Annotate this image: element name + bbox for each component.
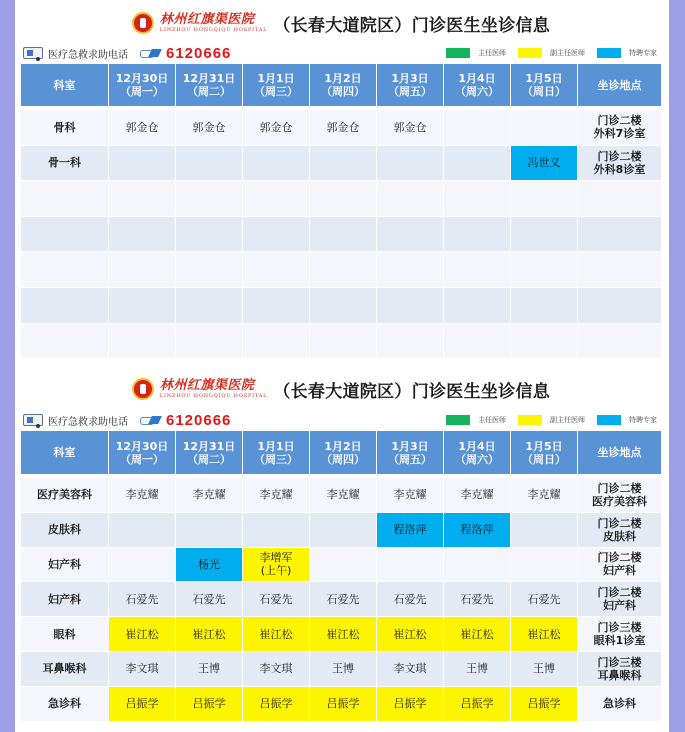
doctor-cell [444, 513, 511, 548]
schedule-table [21, 64, 661, 359]
doctor-name: 崔江松 [259, 627, 293, 641]
location-room: 眼科1诊室 [593, 634, 646, 648]
doctor-cell [377, 548, 444, 583]
col-header-date: 1月2日 [324, 72, 362, 85]
location-cell [578, 217, 661, 253]
legend-swatch [518, 48, 542, 58]
doctor-cell [444, 288, 511, 324]
doctor-name: 石爱先 [326, 592, 360, 606]
doctor-name: 吕振学 [326, 697, 360, 711]
doctor-cell [109, 288, 176, 324]
col-header-location: 坐诊地点 [578, 64, 661, 110]
dept-cell: 医疗美容科 [21, 478, 109, 513]
col-header-weekday: （周二） [187, 85, 231, 98]
doctor-cell [310, 652, 377, 687]
legend-swatch [597, 48, 621, 58]
table-row [21, 582, 661, 617]
doctor-cell [176, 217, 243, 253]
page-title: （长春大道院区）门诊医生坐诊信息 [273, 381, 551, 402]
emergency-label: 医疗急救求助电话 [48, 416, 128, 428]
doctor-cell [377, 582, 444, 617]
legend-item [597, 48, 657, 58]
location-floor: 急诊科 [603, 697, 636, 711]
doctor-cell [310, 687, 377, 722]
legend [440, 409, 657, 431]
col-header-date: 1月2日 [324, 439, 362, 453]
dept-cell: 妇产科 [21, 548, 109, 583]
doctor-cell [243, 548, 310, 583]
doctor-name: 王博 [198, 662, 220, 676]
doctor-name: 李文琪 [393, 662, 427, 676]
doctor-cell [444, 324, 511, 360]
doctor-cell [310, 478, 377, 513]
location-floor: 门诊二楼 [597, 516, 642, 530]
doctor-cell [243, 288, 310, 324]
doctor-name: 吕振学 [259, 697, 293, 711]
location-cell [578, 478, 661, 513]
dept-cell: 耳鼻喉科 [21, 652, 109, 687]
col-header-day [377, 431, 444, 478]
doctor-cell [109, 652, 176, 687]
doctor-cell [511, 324, 578, 360]
doctor-cell [511, 217, 578, 253]
doctor-cell [176, 548, 243, 583]
col-header-date: 1月1日 [257, 72, 295, 85]
doctor-cell [310, 181, 377, 217]
doctor-cell [243, 324, 310, 360]
doctor-cell [243, 513, 310, 548]
location-cell [578, 652, 661, 687]
col-header-date: 12月30日 [115, 439, 169, 453]
table-row [21, 252, 661, 288]
col-header-weekday: （周五） [388, 452, 432, 466]
legend-item [446, 415, 506, 425]
doctor-name: 郭金仓 [259, 120, 293, 134]
doctor-cell [243, 478, 310, 513]
location-cell [578, 252, 661, 288]
doctor-cell [511, 181, 578, 217]
doctor-name: 石爱先 [460, 592, 494, 606]
col-header-day [511, 64, 578, 110]
dept-cell: 皮肤科 [21, 513, 109, 548]
dept-cell: 骨科 [21, 110, 109, 146]
col-header-day [444, 64, 511, 110]
doctor-name: 崔江松 [460, 627, 494, 641]
schedule-panel [21, 369, 661, 732]
title-row [21, 0, 661, 42]
doctor-cell [377, 252, 444, 288]
doctor-cell [109, 478, 176, 513]
doctor-cell [444, 582, 511, 617]
legend-label: 副主任医师 [550, 416, 585, 424]
location-cell [578, 617, 661, 652]
col-header-weekday: （周五） [388, 85, 432, 98]
emergency-phone: 6120666 [166, 44, 232, 62]
doctor-name: 王博 [533, 662, 555, 676]
doctor-name: 李克耀 [192, 488, 226, 502]
doctor-cell [444, 181, 511, 217]
col-header-day [377, 64, 444, 110]
table-row [21, 652, 661, 687]
table-row [21, 110, 661, 146]
schedule-panel [21, 0, 661, 360]
doctor-name: 杨光 [198, 557, 220, 571]
dept-cell [21, 217, 109, 253]
doctor-cell [444, 252, 511, 288]
doctor-cell [176, 181, 243, 217]
dept-cell: 妇产科 [21, 582, 109, 617]
legend-item [518, 415, 585, 425]
doctor-cell [511, 146, 578, 182]
doctor-cell [176, 582, 243, 617]
location-room: 妇产科 [603, 564, 636, 578]
location-room: 妇产科 [603, 599, 636, 613]
col-header-weekday: （周六） [455, 85, 499, 98]
col-header-date: 12月31日 [182, 72, 236, 85]
doctor-name: 石爱先 [192, 592, 226, 606]
doctor-name: 石爱先 [527, 592, 561, 606]
doctor-name: 郭金仓 [326, 120, 360, 134]
doctor-cell [444, 110, 511, 146]
table-row [21, 548, 661, 583]
legend-label: 特聘专家 [629, 416, 657, 424]
header-row [21, 431, 661, 478]
col-header-date: 1月5日 [525, 72, 563, 85]
page-title: （长春大道院区）门诊医生坐诊信息 [273, 15, 551, 36]
col-header-weekday: （周二） [187, 452, 231, 466]
doctor-cell [377, 513, 444, 548]
doctor-name: 吕振学 [125, 697, 159, 711]
doctor-name: 王博 [332, 662, 354, 676]
doctor-name: 崔江松 [326, 627, 360, 641]
table-row [21, 181, 661, 217]
doctor-name: 吕振学 [460, 697, 494, 711]
doctor-cell [377, 288, 444, 324]
col-header-date: 12月31日 [182, 439, 236, 453]
location-cell [578, 110, 661, 146]
doctor-cell [511, 687, 578, 722]
col-header-date: 1月4日 [458, 439, 496, 453]
ambulance-icon [23, 47, 43, 59]
doctor-cell [243, 652, 310, 687]
doctor-name: (上午) [260, 564, 292, 578]
location-room: 外科7诊室 [593, 127, 646, 141]
doctor-cell [109, 548, 176, 583]
col-header-location: 坐诊地点 [578, 431, 661, 478]
doctor-cell [444, 217, 511, 253]
doctor-cell [109, 324, 176, 360]
doctor-name: 程洛萍 [393, 523, 427, 537]
doctor-cell [377, 324, 444, 360]
location-cell [578, 146, 661, 182]
emergency-phone: 6120666 [166, 411, 232, 429]
col-header-day [511, 431, 578, 478]
dept-cell: 眼科 [21, 617, 109, 652]
doctor-cell [310, 513, 377, 548]
col-header-date: 12月30日 [115, 72, 169, 85]
location-floor: 门诊二楼 [597, 114, 642, 128]
col-header-date: 1月3日 [391, 72, 429, 85]
doctor-cell [444, 478, 511, 513]
location-cell [578, 582, 661, 617]
doctor-cell [243, 617, 310, 652]
col-header-day [310, 64, 377, 110]
doctor-cell [109, 513, 176, 548]
doctor-name: 崔江松 [192, 627, 226, 641]
doctor-cell [511, 252, 578, 288]
col-header-date: 1月4日 [458, 72, 496, 85]
dept-cell [21, 324, 109, 360]
doctor-cell [243, 110, 310, 146]
doctor-cell [109, 110, 176, 146]
schedule-table [21, 431, 661, 722]
doctor-cell [377, 687, 444, 722]
doctor-cell [310, 252, 377, 288]
legend [440, 42, 657, 64]
hospital-name-en: LINZHOU HONGQIQU HOSPITAL [159, 393, 268, 399]
col-header-day [444, 431, 511, 478]
doctor-cell [444, 652, 511, 687]
col-header-date: 1月3日 [391, 439, 429, 453]
col-header-weekday: （周四） [321, 452, 365, 466]
doctor-cell [377, 478, 444, 513]
doctor-name: 崔江松 [125, 627, 159, 641]
table-row [21, 478, 661, 513]
col-header-dept: 科室 [21, 431, 109, 478]
emergency-label: 医疗急救求助电话 [48, 49, 128, 61]
col-header-weekday: （周三） [254, 85, 298, 98]
doctor-cell [310, 582, 377, 617]
doctor-cell [109, 217, 176, 253]
doctor-name: 程洛萍 [460, 523, 494, 537]
doctor-cell [377, 110, 444, 146]
doctor-cell [109, 687, 176, 722]
doctor-cell [176, 513, 243, 548]
doctor-cell [310, 146, 377, 182]
doctor-name: 吕振学 [192, 697, 226, 711]
doctor-cell [377, 181, 444, 217]
location-floor: 门诊二楼 [597, 586, 642, 600]
doctor-name: 吕振学 [527, 697, 561, 711]
doctor-cell [243, 252, 310, 288]
doctor-cell [109, 252, 176, 288]
table-row [21, 217, 661, 253]
col-header-day [176, 64, 243, 110]
doctor-cell [377, 652, 444, 687]
col-header-day [310, 431, 377, 478]
doctor-cell [243, 687, 310, 722]
col-header-weekday: （周四） [321, 85, 365, 98]
location-room: 医疗美容科 [592, 494, 647, 508]
doctor-cell [444, 617, 511, 652]
doctor-name: 李克耀 [460, 488, 494, 502]
location-room: 外科8诊室 [593, 162, 646, 176]
doctor-cell [310, 324, 377, 360]
col-header-day [176, 431, 243, 478]
legend-swatch [597, 415, 621, 425]
doctor-cell [377, 146, 444, 182]
doctor-cell [511, 617, 578, 652]
doctor-name: 石爱先 [393, 592, 427, 606]
col-header-day [109, 64, 176, 110]
doctor-name: 吕振学 [393, 697, 427, 711]
legend-label: 特聘专家 [629, 49, 657, 57]
doctor-cell [444, 146, 511, 182]
info-row [21, 42, 661, 64]
location-cell [578, 687, 661, 722]
doctor-cell [176, 324, 243, 360]
doctor-name: 李文琪 [125, 662, 159, 676]
doctor-cell [176, 478, 243, 513]
doctor-name: 崔江松 [393, 627, 427, 641]
doctor-cell [511, 478, 578, 513]
doctor-cell [176, 110, 243, 146]
col-header-day [243, 64, 310, 110]
legend-swatch [446, 415, 470, 425]
dept-cell [21, 252, 109, 288]
doctor-name: 李克耀 [259, 488, 293, 502]
col-header-date: 1月1日 [257, 439, 295, 453]
doctor-name: 冯世义 [527, 156, 561, 170]
table-row [21, 513, 661, 548]
hospital-wordmark [160, 379, 267, 399]
doctor-name: 石爱先 [125, 592, 159, 606]
doctor-cell [176, 288, 243, 324]
col-header-weekday: （周六） [455, 452, 499, 466]
doctor-cell [176, 146, 243, 182]
table-row [21, 324, 661, 360]
doctor-cell [109, 582, 176, 617]
doctor-cell [511, 548, 578, 583]
doctor-cell [310, 110, 377, 146]
col-header-day [243, 431, 310, 478]
doctor-cell [176, 252, 243, 288]
hospital-name-cn: 林州红旗渠医院 [159, 378, 255, 393]
location-cell [578, 324, 661, 360]
location-room: 耳鼻喉科 [597, 668, 642, 682]
doctor-name: 李增军 [259, 551, 293, 565]
legend-swatch [518, 415, 542, 425]
info-row [21, 409, 661, 431]
table-row [21, 687, 661, 722]
location-floor: 门诊三楼 [597, 655, 642, 669]
doctor-cell [243, 217, 310, 253]
doctor-cell [511, 288, 578, 324]
col-header-day [109, 431, 176, 478]
dept-cell [21, 288, 109, 324]
table-row [21, 288, 661, 324]
hospital-wordmark [160, 13, 267, 33]
legend-label: 主任医师 [478, 416, 506, 424]
doctor-name: 李文琪 [259, 662, 293, 676]
location-room: 皮肤科 [603, 529, 636, 543]
phone-icon [140, 48, 162, 58]
phone-icon [140, 415, 162, 425]
doctor-name: 郭金仓 [192, 120, 226, 134]
doctor-cell [444, 548, 511, 583]
table-row [21, 146, 661, 182]
doctor-name: 王博 [466, 662, 488, 676]
col-header-weekday: （周一） [120, 85, 164, 98]
legend-label: 主任医师 [478, 49, 506, 57]
doctor-cell [176, 687, 243, 722]
location-cell [578, 288, 661, 324]
hospital-logo-icon [132, 378, 154, 400]
doctor-cell [176, 617, 243, 652]
doctor-cell [511, 513, 578, 548]
doctor-cell [310, 548, 377, 583]
doctor-cell [109, 146, 176, 182]
dept-cell [21, 181, 109, 217]
doctor-name: 李克耀 [326, 488, 360, 502]
doctor-cell [243, 146, 310, 182]
location-floor: 门诊二楼 [597, 149, 642, 163]
legend-item [597, 415, 657, 425]
doctor-cell [444, 687, 511, 722]
doctor-cell [243, 582, 310, 617]
doctor-name: 郭金仓 [393, 120, 427, 134]
dept-cell: 急诊科 [21, 687, 109, 722]
doctor-name: 郭金仓 [125, 120, 159, 134]
title-row [21, 369, 661, 409]
col-header-weekday: （周三） [254, 452, 298, 466]
col-header-date: 1月5日 [525, 439, 563, 453]
doctor-cell [310, 288, 377, 324]
doctor-cell [511, 652, 578, 687]
doctor-name: 李克耀 [527, 488, 561, 502]
doctor-name: 李克耀 [125, 488, 159, 502]
header-row [21, 64, 661, 110]
doctor-name: 崔江松 [527, 627, 561, 641]
dept-cell: 骨一科 [21, 146, 109, 182]
location-cell [578, 181, 661, 217]
location-floor: 门诊二楼 [597, 481, 642, 495]
location-floor: 门诊二楼 [597, 551, 642, 565]
doctor-name: 石爱先 [259, 592, 293, 606]
doctor-cell [310, 617, 377, 652]
hospital-logo-icon [132, 12, 154, 34]
ambulance-icon [23, 414, 43, 426]
doctor-cell [109, 181, 176, 217]
doctor-name: 李克耀 [393, 488, 427, 502]
legend-swatch [446, 48, 470, 58]
hospital-name-cn: 林州红旗渠医院 [159, 12, 255, 27]
doctor-cell [511, 110, 578, 146]
col-header-weekday: （周一） [120, 452, 164, 466]
location-floor: 门诊三楼 [597, 621, 642, 635]
location-cell [578, 548, 661, 583]
col-header-dept: 科室 [21, 64, 109, 110]
table-row [21, 617, 661, 652]
location-cell [578, 513, 661, 548]
doctor-cell [176, 652, 243, 687]
doctor-cell [310, 217, 377, 253]
doctor-cell [109, 617, 176, 652]
col-header-weekday: （周日） [522, 85, 566, 98]
legend-label: 副主任医师 [550, 49, 585, 57]
legend-item [446, 48, 506, 58]
hospital-name-en: LINZHOU HONGQIQU HOSPITAL [159, 27, 268, 33]
doctor-cell [377, 217, 444, 253]
doctor-cell [377, 617, 444, 652]
col-header-weekday: （周日） [522, 452, 566, 466]
doctor-cell [511, 582, 578, 617]
legend-item [518, 48, 585, 58]
doctor-cell [243, 181, 310, 217]
